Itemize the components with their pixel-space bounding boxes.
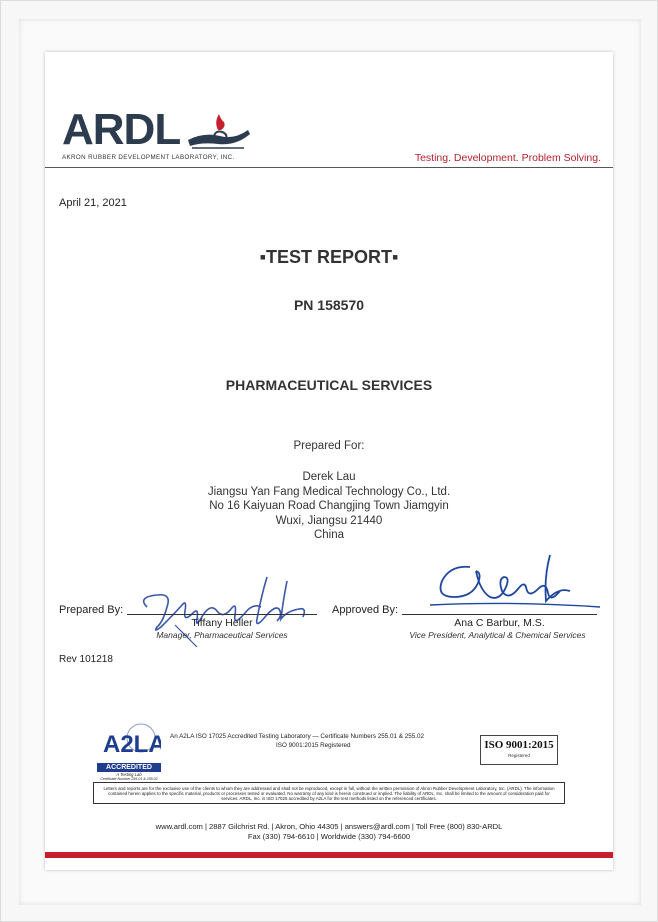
client-street: No 16 Kaiyuan Road Changjing Town Jiamgyin <box>209 500 449 512</box>
accreditation-line1: An A2LA ISO 17025 Accredited Testing Laboratory — Certificate Numbers 255.01 & 255.02 <box>170 733 425 740</box>
contact-info <box>45 822 613 842</box>
iso-registered-box <box>480 735 558 765</box>
iso-box-main: ISO 9001:2015 <box>484 739 554 751</box>
department-heading: PHARMACEUTICAL SERVICES <box>225 377 433 393</box>
approved-by-label: Approved By: <box>332 604 399 616</box>
prepared-by-label: Prepared By: <box>59 604 124 616</box>
a2la-accredited-badge <box>97 722 161 784</box>
client-country: China <box>313 529 345 541</box>
client-name: Derek Lau <box>302 471 356 483</box>
client-city: Wuxi, Jiangsu 21440 <box>275 514 383 527</box>
prepared-for-label: Prepared For: <box>293 440 365 452</box>
prepared-by-name: Tiffany Heller <box>191 617 253 629</box>
a2la-logo-text: A2LA <box>103 731 161 758</box>
approved-by-role: Vice President, Analytical & Chemical Services <box>409 630 586 640</box>
badge-small-text: A Testing Lab <box>116 772 142 777</box>
tagline: Testing. Development. Problem Solving. <box>414 152 601 164</box>
report-date: April 21, 2021 <box>59 197 127 209</box>
lamp-icon <box>184 110 254 152</box>
client-company: Jiangsu Yan Fang Medical Technology Co., Ltd. <box>207 485 451 498</box>
part-number: PN 158570 <box>293 297 365 313</box>
client-address <box>45 470 613 543</box>
certificate-page <box>45 52 613 870</box>
contact-line1: www.ardl.com | 2887 Gilchrist Rd. | Akron, Ohio 44305 | answers@ardl.com | Toll Free (800) 830-ARDL <box>155 822 503 831</box>
logo-text: ARDL <box>62 105 181 154</box>
prepared-by-line <box>127 614 317 615</box>
a2la-logo-icon <box>97 722 161 764</box>
revision-number: Rev 101218 <box>59 654 113 665</box>
legal-disclaimer: Letters and reports are for the exclusive use of the clients to whom they are addressed and shall not be reproduced, except in full, without the written permission of Akron Rubber Development Laboratory, Inc. (ARDL). The information contained herein applies to the specific material, products or processes tested or evaluated. No warranty of any kind is herein construed or implied. The liability of ARDL, Inc. shall be limited to the amount of consideration paid for services. ARDL, Inc. is ISO 17025 accredited by A2LA for the test methods listed on the referenced certificates. <box>93 782 565 804</box>
footer-red-bar <box>45 852 613 858</box>
accreditation-line2: ISO 9001:2015 Registered <box>276 741 351 749</box>
approved-by-signature <box>420 547 610 627</box>
logo-subtitle: AKRON RUBBER DEVELOPMENT LABORATORY, INC. <box>62 154 235 161</box>
iso-box-sub: Registered <box>508 753 530 758</box>
badge-cert-text: Certificate Number 255.01 & 255.02 <box>100 777 158 781</box>
approved-by-name: Ana C Barbur, M.S. <box>454 617 545 629</box>
report-title: ▪TEST REPORT▪ <box>259 247 399 267</box>
accredited-label: ACCREDITED <box>97 763 161 772</box>
accreditation-text <box>170 733 424 750</box>
prepared-by-role: Manager, Pharmaceutical Services <box>156 630 288 640</box>
ardl-logo <box>62 105 242 161</box>
contact-line2: Fax (330) 794-6610 | Worldwide (330) 794-6600 <box>247 832 411 841</box>
approved-by-line <box>402 614 597 615</box>
header-divider <box>45 167 613 168</box>
